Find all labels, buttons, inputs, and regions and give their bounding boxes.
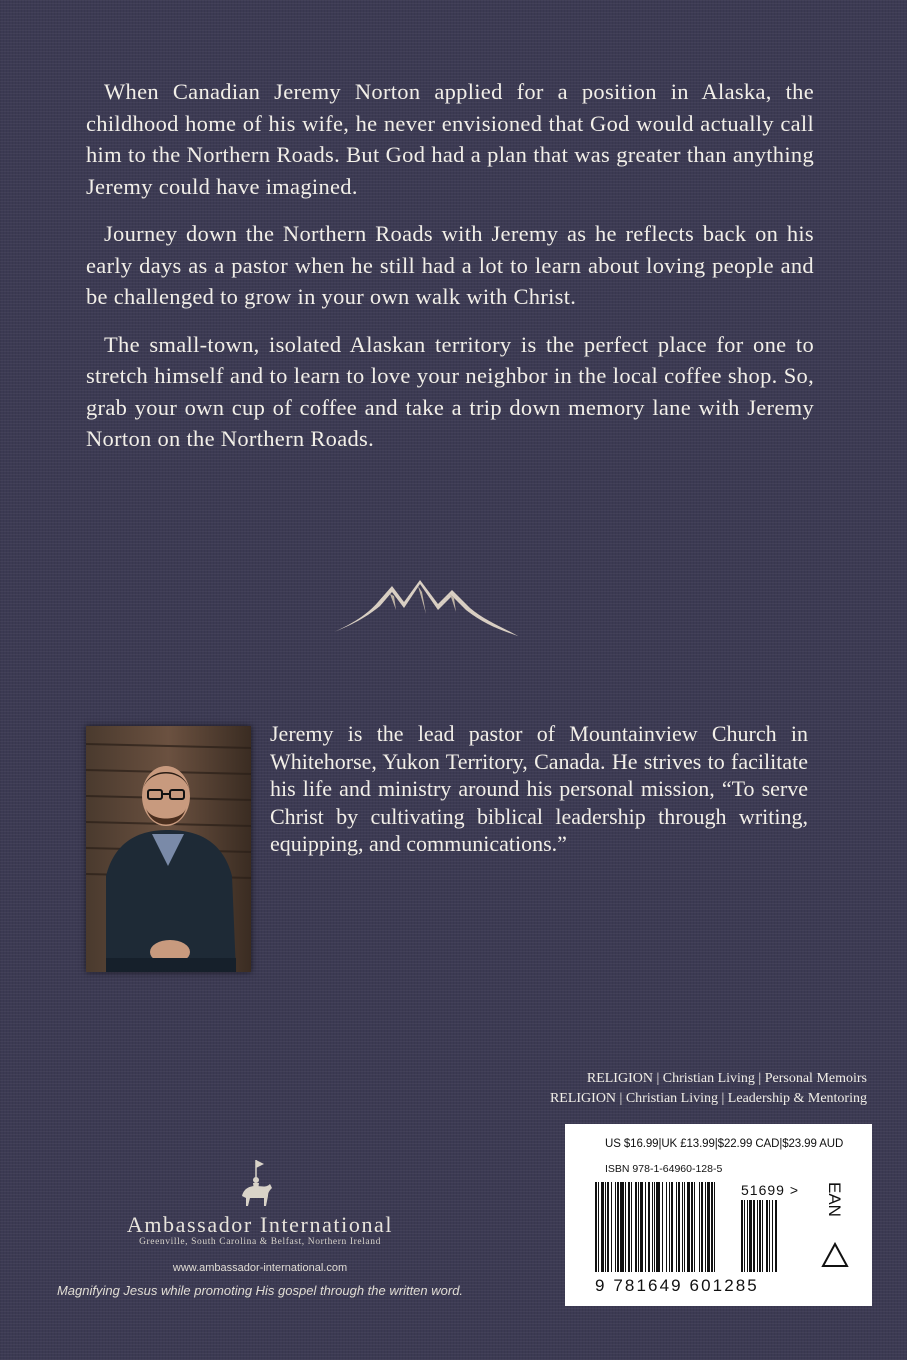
triangle-icon	[821, 1242, 849, 1268]
blurb-paragraph-1: When Canadian Jeremy Norton applied for a position in Alaska, the childhood home of his wife, he never envisioned that God would actually call him to the Northern Roads. But God had a plan that was greater than anything Jeremy could have imagined.	[86, 79, 814, 199]
back-cover-blurb	[86, 76, 814, 471]
ean-label: EAN	[825, 1182, 844, 1217]
mountain-icon	[334, 580, 518, 640]
ean-digits: 9 781649 601285	[595, 1276, 759, 1295]
blurb-paragraph-2: Journey down the Northern Roads with Jeremy as he reflects back on his early days as a pastor when he still had a lot to learn about loving people and be challenged to grow in your own walk with Christ.	[86, 221, 814, 309]
category-line-2: RELIGION | Christian Living | Leadership & Mentoring	[549, 1091, 867, 1106]
price-line: US $16.99|UK £13.99|$22.99 CAD|$23.99 AUD	[605, 1138, 844, 1150]
blurb-paragraph-3: The small-town, isolated Alaskan territory is the perfect place for one to stretch himself and to learn to love your neighbor in the local coffee shop. So, grab your own cup of coffee and take a trip down memory lane with Jeremy Norton on the Northern Roads.	[86, 331, 814, 451]
bisac-categories	[550, 1069, 867, 1109]
publisher-website: www.ambassador-international.com	[172, 1262, 348, 1274]
publisher-tagline: Magnifying Jesus while promoting His gospel through the written word.	[56, 1283, 464, 1298]
isbn-line: ISBN 978-1-64960-128-5	[605, 1163, 723, 1175]
addon-digits: 51699 >	[741, 1182, 799, 1198]
author-bio: Jeremy is the lead pastor of Mountainview Church in Whitehorse, Yukon Territory, Canada. He strives to facilitate his life and ministry around his personal mission, “To serve Christ by cultivating biblical leadership through writing, equipping, and communications.”	[270, 721, 808, 856]
author-photo	[86, 726, 251, 972]
category-line-1: RELIGION | Christian Living | Personal Memoirs	[586, 1071, 867, 1086]
publisher-location: Greenville, South Carolina & Belfast, Northern Ireland	[139, 1237, 381, 1247]
publisher-name: Ambassador International	[126, 1212, 394, 1237]
horse-rider-logo-icon	[236, 1158, 276, 1208]
barcode-box	[565, 1124, 872, 1306]
